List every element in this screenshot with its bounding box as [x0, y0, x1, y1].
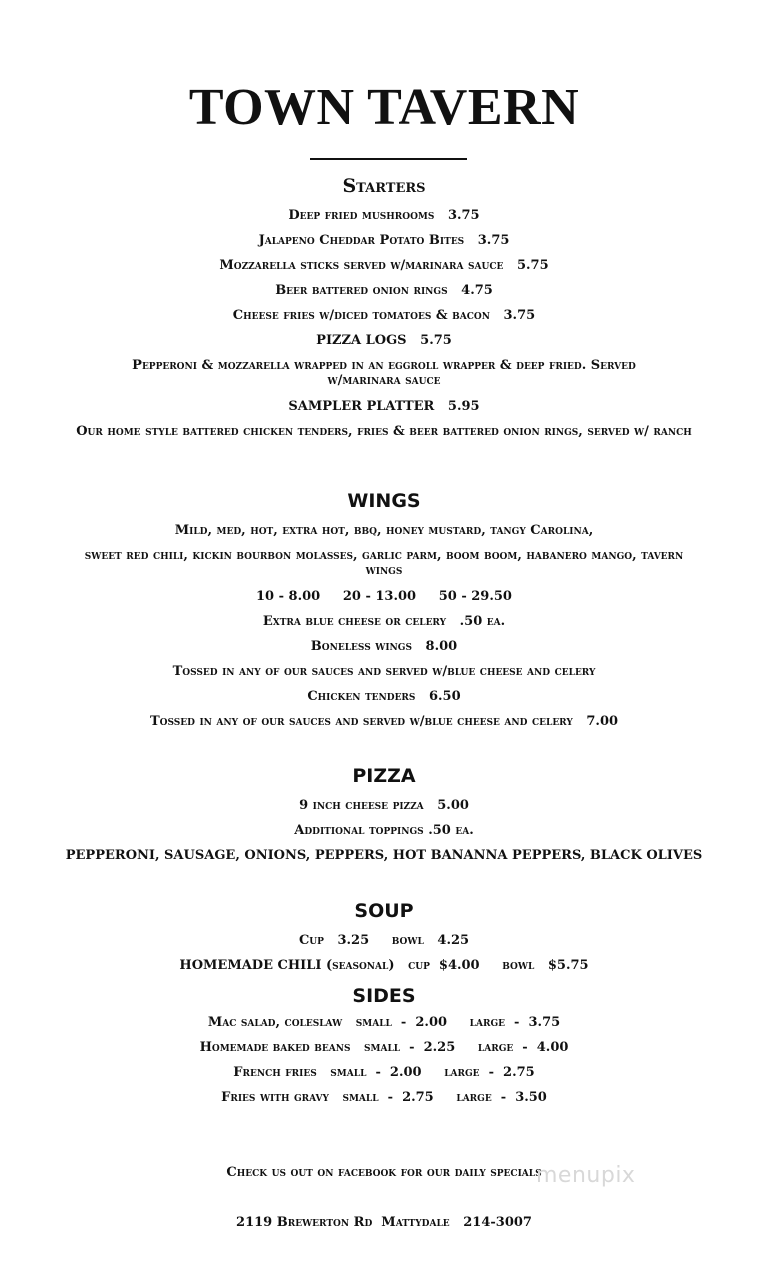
menu-item: Cheese fries w/diced tomatoes & bacon 3.75 [232, 308, 536, 323]
menu-item: PIZZA LOGS 5.75 [316, 333, 452, 348]
menu-item: Mild, med, hot, extra hot, bbq, honey mustard, tangy Carolina, [174, 523, 594, 538]
menu-item: French fries small - 2.00 large - 2.75 [233, 1065, 535, 1080]
menu-item: Fries with gravy small - 2.75 large - 3.50 [221, 1090, 547, 1105]
sides-heading: SIDES [352, 985, 416, 1007]
menu-item: 10 - 8.00 20 - 13.00 50 - 29.50 [256, 589, 512, 604]
menu-item: Beer battered onion rings 4.75 [275, 283, 493, 298]
facebook-note: Check us out on facebook for our daily specials [226, 1165, 542, 1180]
menu-item-description: Tossed in any of our sauces and served w/blue cheese and celery 7.00 [149, 714, 619, 729]
title-divider [310, 158, 467, 160]
menu-item: Additional toppings .50 ea. [294, 823, 474, 838]
pizza-heading: PIZZA [352, 765, 416, 787]
menu-item: sweet red chili, kickin bourbon molasses, garlic parm, boom boom, habanero mango, tavern wings [84, 548, 688, 578]
watermark-logo: menupix [536, 1163, 636, 1188]
menu-item: Extra blue cheese or celery .50 ea. [262, 614, 506, 629]
menu-item-description: Tossed in any of our sauces and served w/blue cheese and celery [172, 664, 596, 679]
menu-item: Chicken tenders 6.50 [307, 689, 461, 704]
menu-item: SAMPLER PLATTER 5.95 [288, 399, 480, 414]
menu-item: Cup 3.25 bowl 4.25 [298, 933, 470, 948]
wings-heading: WINGS [347, 490, 421, 512]
menu-item: Deep fried mushrooms 3.75 [288, 208, 480, 223]
menu-item: Mozzarella sticks served w/marinara sauce 5.75 [219, 258, 549, 273]
menu-item: Mac salad, coleslaw small - 2.00 large - 3.75 [207, 1015, 561, 1030]
menu-item-description: Pepperoni & mozzarella wrapped in an eggroll wrapper & deep fried. Served w/marinara sauce [132, 358, 641, 388]
restaurant-title: TOWN TAVERN [188, 79, 580, 136]
menu-item: Boneless wings 8.00 [310, 639, 458, 654]
starters-heading: Starters [342, 175, 426, 197]
menu-item: Homemade baked beans small - 2.25 large - 4.00 [199, 1040, 569, 1055]
menu-item: Jalapeno Cheddar Potato Bites 3.75 [258, 233, 510, 248]
menu-item: HOMEMADE CHILI (seasonal) cup $4.00 bowl $5.75 [179, 958, 589, 973]
menu-item: PEPPERONI, SAUSAGE, ONIONS, PEPPERS, HOT BANANNA PEPPERS, BLACK OLIVES [65, 848, 703, 863]
soup-heading: SOUP [354, 900, 414, 922]
menu-item-description: Our home style battered chicken tenders, fries & beer battered onion rings, served w/ ranch [76, 424, 692, 439]
address-line: 2119 Brewerton Rd Mattydale 214-3007 [236, 1215, 532, 1230]
menu-item: 9 inch cheese pizza 5.00 [299, 798, 469, 813]
